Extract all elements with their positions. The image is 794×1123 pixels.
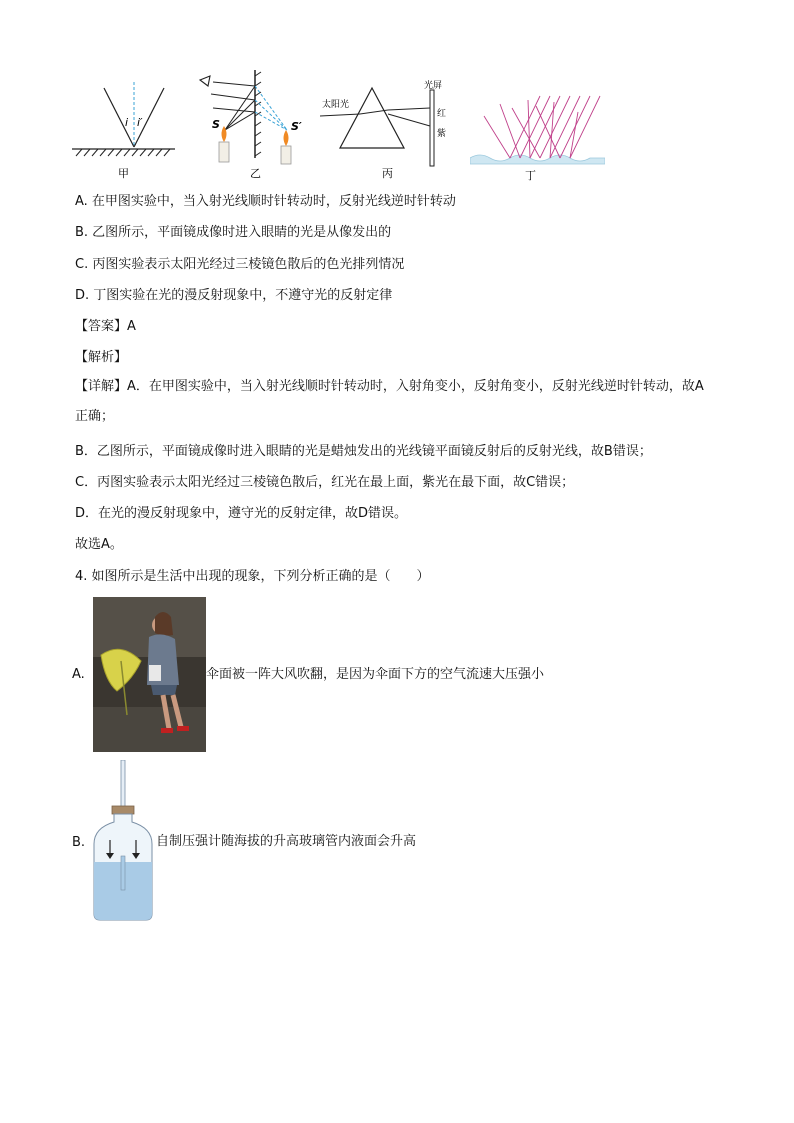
figure-jia-caption: 甲 [118, 167, 129, 180]
flame-image-icon [284, 130, 289, 146]
candle-image [281, 146, 291, 164]
image-label: S′ [291, 120, 302, 133]
rough-surface [470, 155, 605, 164]
q3-option-c: C. 丙图实验表示太阳光经过三棱镜色散后的色光排列情况 [75, 257, 405, 272]
q4-stem: 4. 如图所示是生活中出现的现象，下列分析正确的是（ ） [75, 569, 430, 584]
q3-conclusion: 故选A。 [75, 537, 123, 552]
figure-yi [195, 66, 310, 180]
q3-option-d: D. 丁图实验在光的漫反射现象中，不遵守光的反射定律 [75, 288, 393, 303]
purple-label: 紫 [437, 129, 447, 139]
q3-option-b: B. 乙图所示，平面镜成像时进入眼睛的光是从像发出的 [75, 225, 392, 240]
q3-detail: 【详解】A．在甲图实验中，当入射光线顺时针转动时，入射角变小，反射角变小，反射光线逆时针转动，故A正确； [75, 379, 704, 424]
prism [340, 88, 404, 148]
eye-icon [200, 76, 210, 86]
figure-bing [320, 80, 450, 180]
pressure-bottle [90, 760, 156, 922]
incident-angle-label: i [125, 116, 129, 129]
q3-analysis-c: C．丙图实验表示太阳光经过三棱镜色散后，红光在最上面，紫光在最下面，故C错误； [75, 475, 575, 490]
figure-ding [470, 86, 605, 182]
source-label: S [212, 118, 220, 131]
q3-analysis-heading: 【解析】 [75, 350, 128, 365]
screen-label: 光屏 [424, 81, 443, 91]
figure-bing-caption: 丙 [382, 167, 393, 180]
q4-option-b-text: 自制压强计随海拔的升高玻璃管内液面会升高 [156, 834, 417, 849]
q3-answer: 【答案】A [75, 319, 136, 334]
sunlight-label: 太阳光 [322, 100, 350, 110]
q4-option-a-text: 伞面被一阵大风吹翻，是因为伞面下方的空气流速大压强小 [206, 667, 545, 682]
red-label: 红 [437, 109, 447, 119]
figure-ding-caption: 丁 [525, 169, 536, 182]
figure-jia [70, 70, 180, 180]
candle [219, 142, 229, 162]
q3-option-a: A. 在甲图实验中，当入射光线顺时针转动时，反射光线逆时针转动 [75, 194, 456, 209]
q4-option-b-letter: B. [72, 835, 86, 850]
figure-yi-caption: 乙 [250, 167, 261, 180]
reflection-angle-label: i′ [137, 116, 143, 129]
umbrella-photo [93, 597, 206, 752]
q3-analysis-b: B．乙图所示，平面镜成像时进入眼睛的光是蜡烛发出的光线镜平面镜反射后的反射光线，故B错误； [75, 444, 652, 459]
q4-option-a-letter: A. [72, 667, 85, 682]
light-screen [430, 90, 434, 166]
q3-analysis-d: D．在光的漫反射现象中，遵守光的反射定律，故D错误。 [75, 506, 408, 521]
